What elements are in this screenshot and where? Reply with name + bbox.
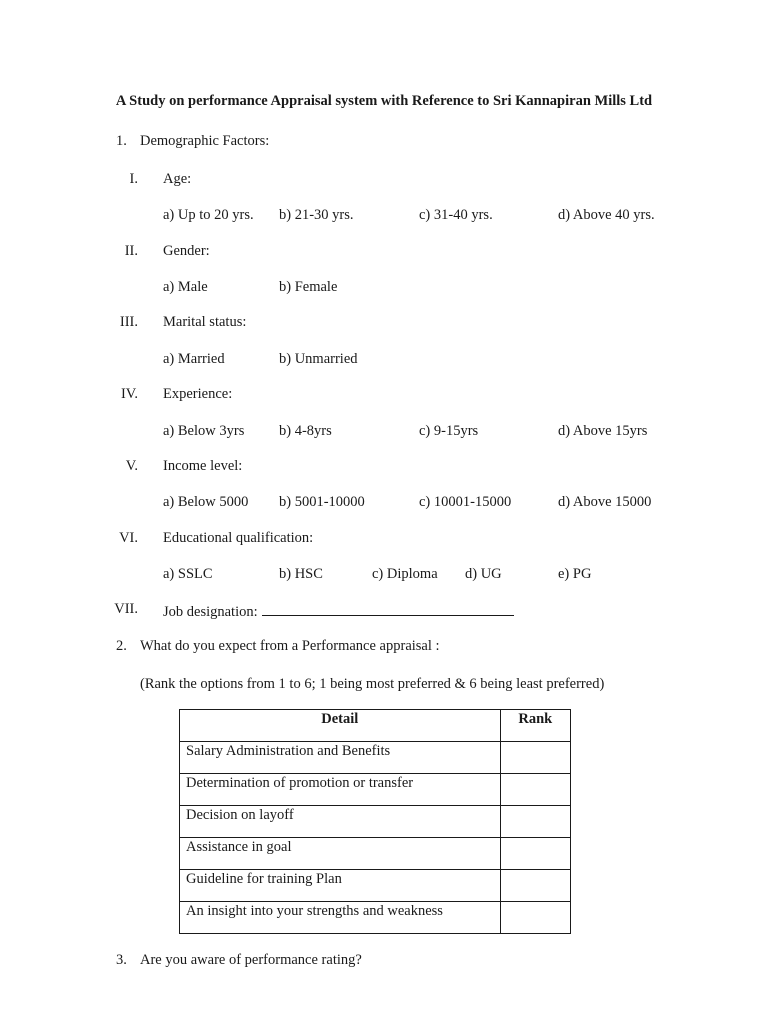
item-marital-label: Marital status: (163, 314, 247, 330)
question-1-text: Demographic Factors: (140, 133, 270, 149)
marital-option-a: a) Married (163, 351, 225, 367)
row-detail: An insight into your strengths and weakness (180, 902, 501, 934)
question-1-number: 1. (116, 133, 127, 149)
rank-table (179, 709, 571, 934)
income-option-c: c) 10001-15000 (419, 494, 512, 510)
item-job-row (163, 601, 514, 621)
age-option-d: d) Above 40 yrs. (558, 207, 655, 223)
item-job-numeral: VII. (114, 601, 138, 617)
income-option-b: b) 5001-10000 (279, 494, 365, 510)
item-age-label: Age: (163, 171, 192, 187)
table-row (180, 870, 571, 902)
table-row (180, 742, 571, 774)
item-education-label: Educational qualification: (163, 530, 314, 546)
experience-option-d: d) Above 15yrs (558, 423, 648, 439)
item-education-numeral: VI. (119, 530, 138, 546)
rank-cell[interactable] (500, 902, 570, 934)
document-title: A Study on performance Appraisal system with Reference to Sri Kannapiran Mills Ltd (115, 93, 653, 109)
item-job-label: Job designation: (163, 604, 258, 620)
experience-option-b: b) 4-8yrs (279, 423, 332, 439)
question-2-instruction: (Rank the options from 1 to 6; 1 being most preferred & 6 being least preferred) (140, 676, 605, 692)
table-header-row (180, 710, 571, 742)
rank-cell[interactable] (500, 838, 570, 870)
row-detail: Decision on layoff (180, 806, 501, 838)
header-rank: Rank (500, 710, 570, 742)
education-option-c: c) Diploma (372, 566, 438, 582)
rank-cell[interactable] (500, 774, 570, 806)
question-3-text: Are you aware of performance rating? (140, 952, 362, 968)
item-experience-numeral: IV. (120, 386, 138, 402)
gender-option-b: b) Female (279, 279, 338, 295)
table-row (180, 902, 571, 934)
item-income-label: Income level: (163, 458, 243, 474)
item-gender-numeral: II. (124, 243, 138, 259)
row-detail: Salary Administration and Benefits (180, 742, 501, 774)
rank-cell[interactable] (500, 870, 570, 902)
experience-option-c: c) 9-15yrs (419, 423, 479, 439)
question-2-number: 2. (116, 638, 127, 654)
table-row (180, 806, 571, 838)
table-row (180, 838, 571, 870)
income-option-d: d) Above 15000 (558, 494, 652, 510)
education-option-d: d) UG (465, 566, 502, 582)
job-designation-blank[interactable] (262, 601, 514, 616)
item-marital-numeral: III. (119, 314, 138, 330)
age-option-b: b) 21-30 yrs. (279, 207, 354, 223)
income-option-a: a) Below 5000 (163, 494, 249, 510)
age-option-a: a) Up to 20 yrs. (163, 207, 254, 223)
education-option-e: e) PG (558, 566, 592, 582)
item-income-numeral: V. (125, 458, 138, 474)
row-detail: Assistance in goal (180, 838, 501, 870)
education-option-a: a) SSLC (163, 566, 213, 582)
rank-cell[interactable] (500, 742, 570, 774)
row-detail: Guideline for training Plan (180, 870, 501, 902)
gender-option-a: a) Male (163, 279, 208, 295)
marital-option-b: b) Unmarried (279, 351, 358, 367)
item-age-numeral: I. (129, 171, 138, 187)
question-2-text: What do you expect from a Performance appraisal : (140, 638, 440, 654)
rank-cell[interactable] (500, 806, 570, 838)
experience-option-a: a) Below 3yrs (163, 423, 245, 439)
age-option-c: c) 31-40 yrs. (419, 207, 493, 223)
item-experience-label: Experience: (163, 386, 233, 402)
table-row (180, 774, 571, 806)
question-3-number: 3. (116, 952, 127, 968)
item-gender-label: Gender: (163, 243, 210, 259)
education-option-b: b) HSC (279, 566, 323, 582)
header-detail: Detail (180, 710, 501, 742)
row-detail: Determination of promotion or transfer (180, 774, 501, 806)
